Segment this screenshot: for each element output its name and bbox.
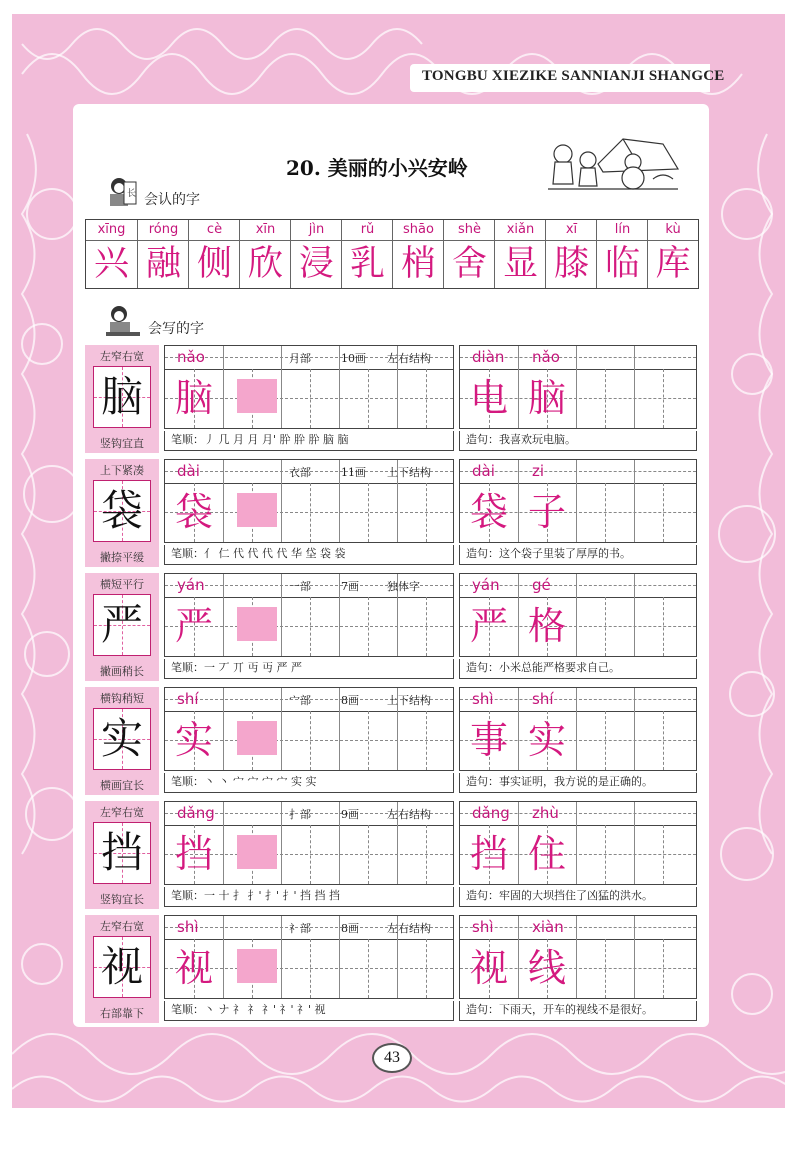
recognize-pinyin: xīn [240,220,291,241]
word-pinyin-2: zi [532,462,545,480]
model-char: 袋 [100,486,143,535]
trace-shadow [237,721,277,755]
word-char-1: 电 [469,376,508,420]
char-pinyin: dǎng [177,804,215,822]
recognize-cell [290,220,342,288]
recognize-cell [86,220,137,288]
practice-right [459,459,697,543]
radical: 一部 [289,580,311,593]
lesson-title: 20. 美丽的小兴安岭 [286,156,468,180]
recognize-pinyin: xī [546,220,597,241]
svg-text:长: 长 [127,189,137,199]
tip-top: 横短平行 [100,578,144,591]
char-pinyin: shí [177,690,199,708]
word-pinyin-1: diàn [472,348,505,366]
recognize-char: 膝 [553,244,589,284]
structure: 独体字 [387,580,420,593]
recognize-char: 临 [604,244,640,284]
recognize-char: 舍 [451,244,487,284]
trace-shadow [237,607,277,641]
word-char-2: 脑 [527,376,566,420]
stroke-count: 10画 [341,352,366,365]
example-sentence: 造句：我喜欢玩电脑。 [459,431,697,451]
model-char: 严 [100,600,143,649]
practice-grid [164,573,697,681]
radical: 礻部 [289,922,311,935]
example-sentence: 造句：小米总能严格要求自己。 [459,659,697,679]
char-tip-card [85,687,159,795]
trace-char: 实 [174,718,213,762]
word-pinyin-1: yán [472,576,500,594]
char-tip-card [85,459,159,567]
tip-top: 左窄右宽 [100,806,144,819]
example-sentence: 造句：下雨天，开车的视线不是很好。 [459,1001,697,1021]
recognize-char: 乳 [349,244,385,284]
tip-top: 左窄右宽 [100,920,144,933]
structure: 上下结构 [387,694,431,707]
writing-row [85,573,697,681]
word-pinyin-1: dǎng [472,804,510,822]
recognize-char: 浸 [298,244,334,284]
section-recognize-label: 会认的字 [144,192,200,208]
word-pinyin-2: zhù [532,804,559,822]
writing-row [85,459,697,567]
word-pinyin-1: shì [472,690,494,708]
stroke-order: 笔顺：丿 几 月 月 月' 肸 肸 肸 脑 脑 [164,431,454,451]
word-pinyin-2: gé [532,576,551,594]
recognize-cell [239,220,291,288]
word-char-2: 住 [527,832,566,876]
recognize-cell [188,220,240,288]
model-char-box [93,822,151,884]
recognize-char: 兴 [93,244,129,284]
char-pinyin: nǎo [177,348,205,366]
model-char: 挡 [100,828,143,877]
word-char-1: 袋 [469,490,508,534]
practice-grid [164,801,697,909]
practice-left [164,915,454,999]
stroke-count: 8画 [341,694,359,707]
char-pinyin: shì [177,918,199,936]
page-number-badge: 43 [372,1043,412,1073]
word-char-2: 线 [527,946,566,990]
char-tip-card [85,573,159,681]
tip-bottom: 竖钩宜直 [100,437,144,450]
example-sentence: 造句：牢固的大坝挡住了凶猛的洪水。 [459,887,697,907]
stroke-order: 笔顺：亻 仁 代 代 代 代 华 垈 袋 袋 [164,545,454,565]
word-char-2: 子 [527,490,566,534]
recognize-cell [137,220,189,288]
char-pinyin: dài [177,462,200,480]
stroke-order: 笔顺：丶 ナ 礻 礻 礻' 礻' 礻' 视 [164,1001,454,1021]
recognize-pinyin: kù [648,220,698,241]
writing-row [85,345,697,453]
recognize-cell [596,220,648,288]
stroke-order: 笔顺：丶 丶 宀 宀 宀 宀 实 实 [164,773,454,793]
structure: 左右结构 [387,808,431,821]
practice-right [459,345,697,429]
practice-left [164,801,454,885]
recognize-pinyin: xīng [86,220,137,241]
recognize-cell [392,220,444,288]
tip-bottom: 撇捺平缓 [100,551,144,564]
kids-snowman-illustration [543,124,683,194]
section-write-label: 会写的字 [148,321,204,337]
recognize-pinyin: cè [189,220,240,241]
model-char-box [93,594,151,656]
trace-char: 袋 [174,490,213,534]
recognize-pinyin: xiǎn [495,220,546,241]
example-sentence: 造句：事实证明，我方说的是正确的。 [459,773,697,793]
tip-bottom: 撇画稍长 [100,665,144,678]
word-char-1: 视 [469,946,508,990]
writing-row [85,687,697,795]
word-char-2: 格 [527,604,566,648]
girl-writing-icon [104,304,142,338]
radical: 衣部 [289,466,311,479]
trace-shadow [237,493,277,527]
recognize-pinyin: lín [597,220,648,241]
char-tip-card [85,345,159,453]
running-title: TONGBU XIEZIKE SANNIANJI SHANGCE [422,68,725,84]
stroke-order: 笔顺：一 十 扌 扌' 扌' 扌' 挡 挡 挡 [164,887,454,907]
trace-char: 脑 [174,376,213,420]
word-char-1: 严 [469,604,508,648]
recognize-cell [545,220,597,288]
model-char-box [93,936,151,998]
tip-bottom: 右部靠下 [100,1007,144,1020]
word-pinyin-1: shì [472,918,494,936]
practice-right [459,573,697,657]
trace-char: 挡 [174,832,213,876]
trace-char: 视 [174,946,213,990]
practice-left [164,459,454,543]
example-sentence: 造句：这个袋子里装了厚厚的书。 [459,545,697,565]
practice-left [164,573,454,657]
radical: 宀部 [289,694,311,707]
practice-grid [164,915,697,1023]
radical: 扌部 [289,808,311,821]
recognize-char: 侧 [196,244,232,284]
trace-char: 严 [174,604,213,648]
writing-row [85,915,697,1023]
tip-top: 上下紧凑 [100,464,144,477]
word-pinyin-2: shí [532,690,554,708]
practice-right [459,687,697,771]
stroke-count: 11画 [341,466,366,479]
stroke-count: 9画 [341,808,359,821]
word-char-1: 挡 [469,832,508,876]
word-pinyin-2: xiàn [532,918,564,936]
model-char-box [93,366,151,428]
practice-grid [164,687,697,795]
tip-bottom: 横画宜长 [100,779,144,792]
recognize-pinyin: shè [444,220,495,241]
writing-row [85,801,697,909]
model-char: 脑 [100,372,143,421]
recognize-char: 显 [502,244,538,284]
recognize-char: 库 [655,244,691,284]
girl-reading-icon [104,176,138,210]
recognize-table [85,219,699,289]
recognize-pinyin: róng [138,220,189,241]
word-char-2: 实 [527,718,566,762]
recognize-char: 欣 [247,244,283,284]
tip-top: 左窄右宽 [100,350,144,363]
stroke-count: 7画 [341,580,359,593]
stroke-order: 笔顺：一 丆 丌 丏 丏 严 严 [164,659,454,679]
trace-shadow [237,835,277,869]
word-char-1: 事 [469,718,508,762]
practice-grid [164,345,697,453]
recognize-pinyin: shāo [393,220,444,241]
practice-left [164,687,454,771]
stroke-count: 8画 [341,922,359,935]
recognize-cell [494,220,546,288]
tip-bottom: 竖钩宜长 [100,893,144,906]
structure: 左右结构 [387,922,431,935]
model-char: 视 [100,942,143,991]
structure: 左右结构 [387,352,431,365]
practice-right [459,915,697,999]
recognize-pinyin: rǔ [342,220,393,241]
practice-left [164,345,454,429]
recognize-cell [341,220,393,288]
model-char-box [93,708,151,770]
recognize-cell [443,220,495,288]
recognize-char: 梢 [400,244,436,284]
model-char: 实 [100,714,143,763]
trace-shadow [237,949,277,983]
recognize-cell [647,220,698,288]
recognize-pinyin: jìn [291,220,342,241]
practice-right [459,801,697,885]
model-char-box [93,480,151,542]
structure: 上下结构 [387,466,431,479]
radical: 月部 [289,352,311,365]
char-pinyin: yán [177,576,205,594]
tip-top: 横钩稍短 [100,692,144,705]
word-pinyin-1: dài [472,462,495,480]
word-pinyin-2: nǎo [532,348,560,366]
trace-shadow [237,379,277,413]
recognize-char: 融 [145,244,181,284]
char-tip-card [85,801,159,909]
char-tip-card [85,915,159,1023]
practice-grid [164,459,697,567]
